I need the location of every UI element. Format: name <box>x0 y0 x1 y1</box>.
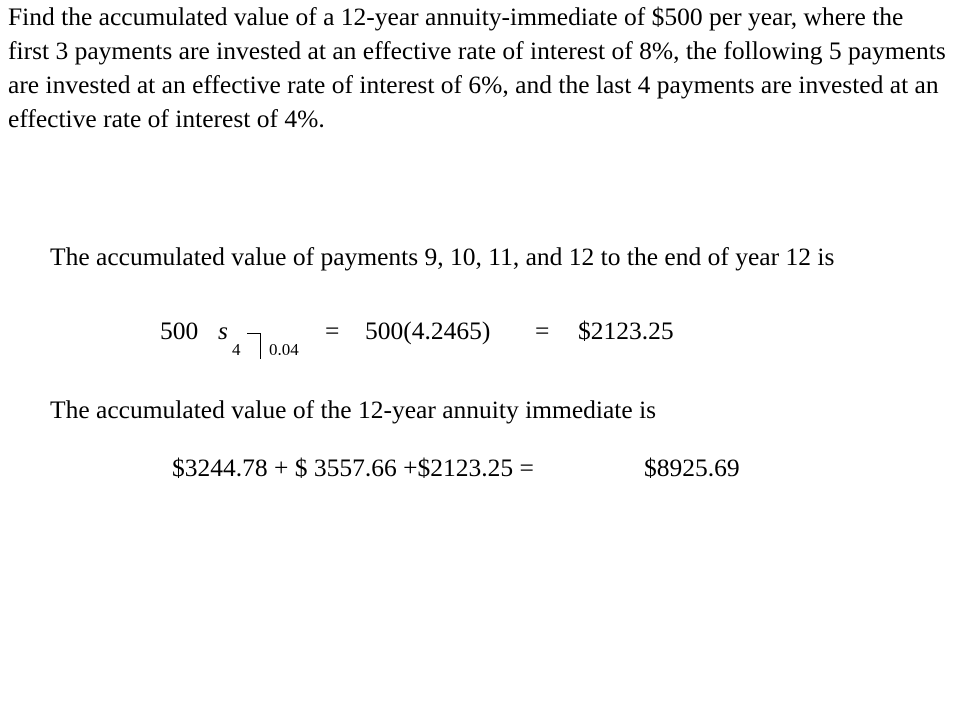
problem-statement: Find the accumulated value of a 12-year annuity-immediate of $500 per year, where the first 3 payments are invested at an effective rate of interest of 8%, the following 5 payments are invested at an effective rate of interest of 6%, and the last 4 payments are invested at an effective rate of interest of 4%. <box>8 2 946 133</box>
term-count: 4 <box>232 340 241 359</box>
sum-terms: $3244.78 + $ 3557.66 +$2123.25 = <box>172 453 534 482</box>
evaluation: 500(4.2465) <box>365 316 491 345</box>
equals-sign-1: = <box>325 316 340 345</box>
angle-subscript <box>232 330 312 360</box>
equals-sign-2: = <box>535 316 550 345</box>
total-equation <box>0 451 960 491</box>
interest-rate: 0.04 <box>269 340 299 359</box>
step2-text: The accumulated value of the 12-year annuity immediate is <box>50 395 657 424</box>
payment-coefficient: 500 <box>160 316 199 345</box>
total-result: $8925.69 <box>644 453 740 482</box>
step1-text: The accumulated value of payments 9, 10, 11, and 12 to the end of year 12 is <box>50 242 835 271</box>
accumulation-symbol: s <box>218 316 228 345</box>
angle-bracket-icon <box>247 333 261 359</box>
step1-result: $2123.25 <box>578 316 674 345</box>
annuity-equation <box>0 314 960 364</box>
